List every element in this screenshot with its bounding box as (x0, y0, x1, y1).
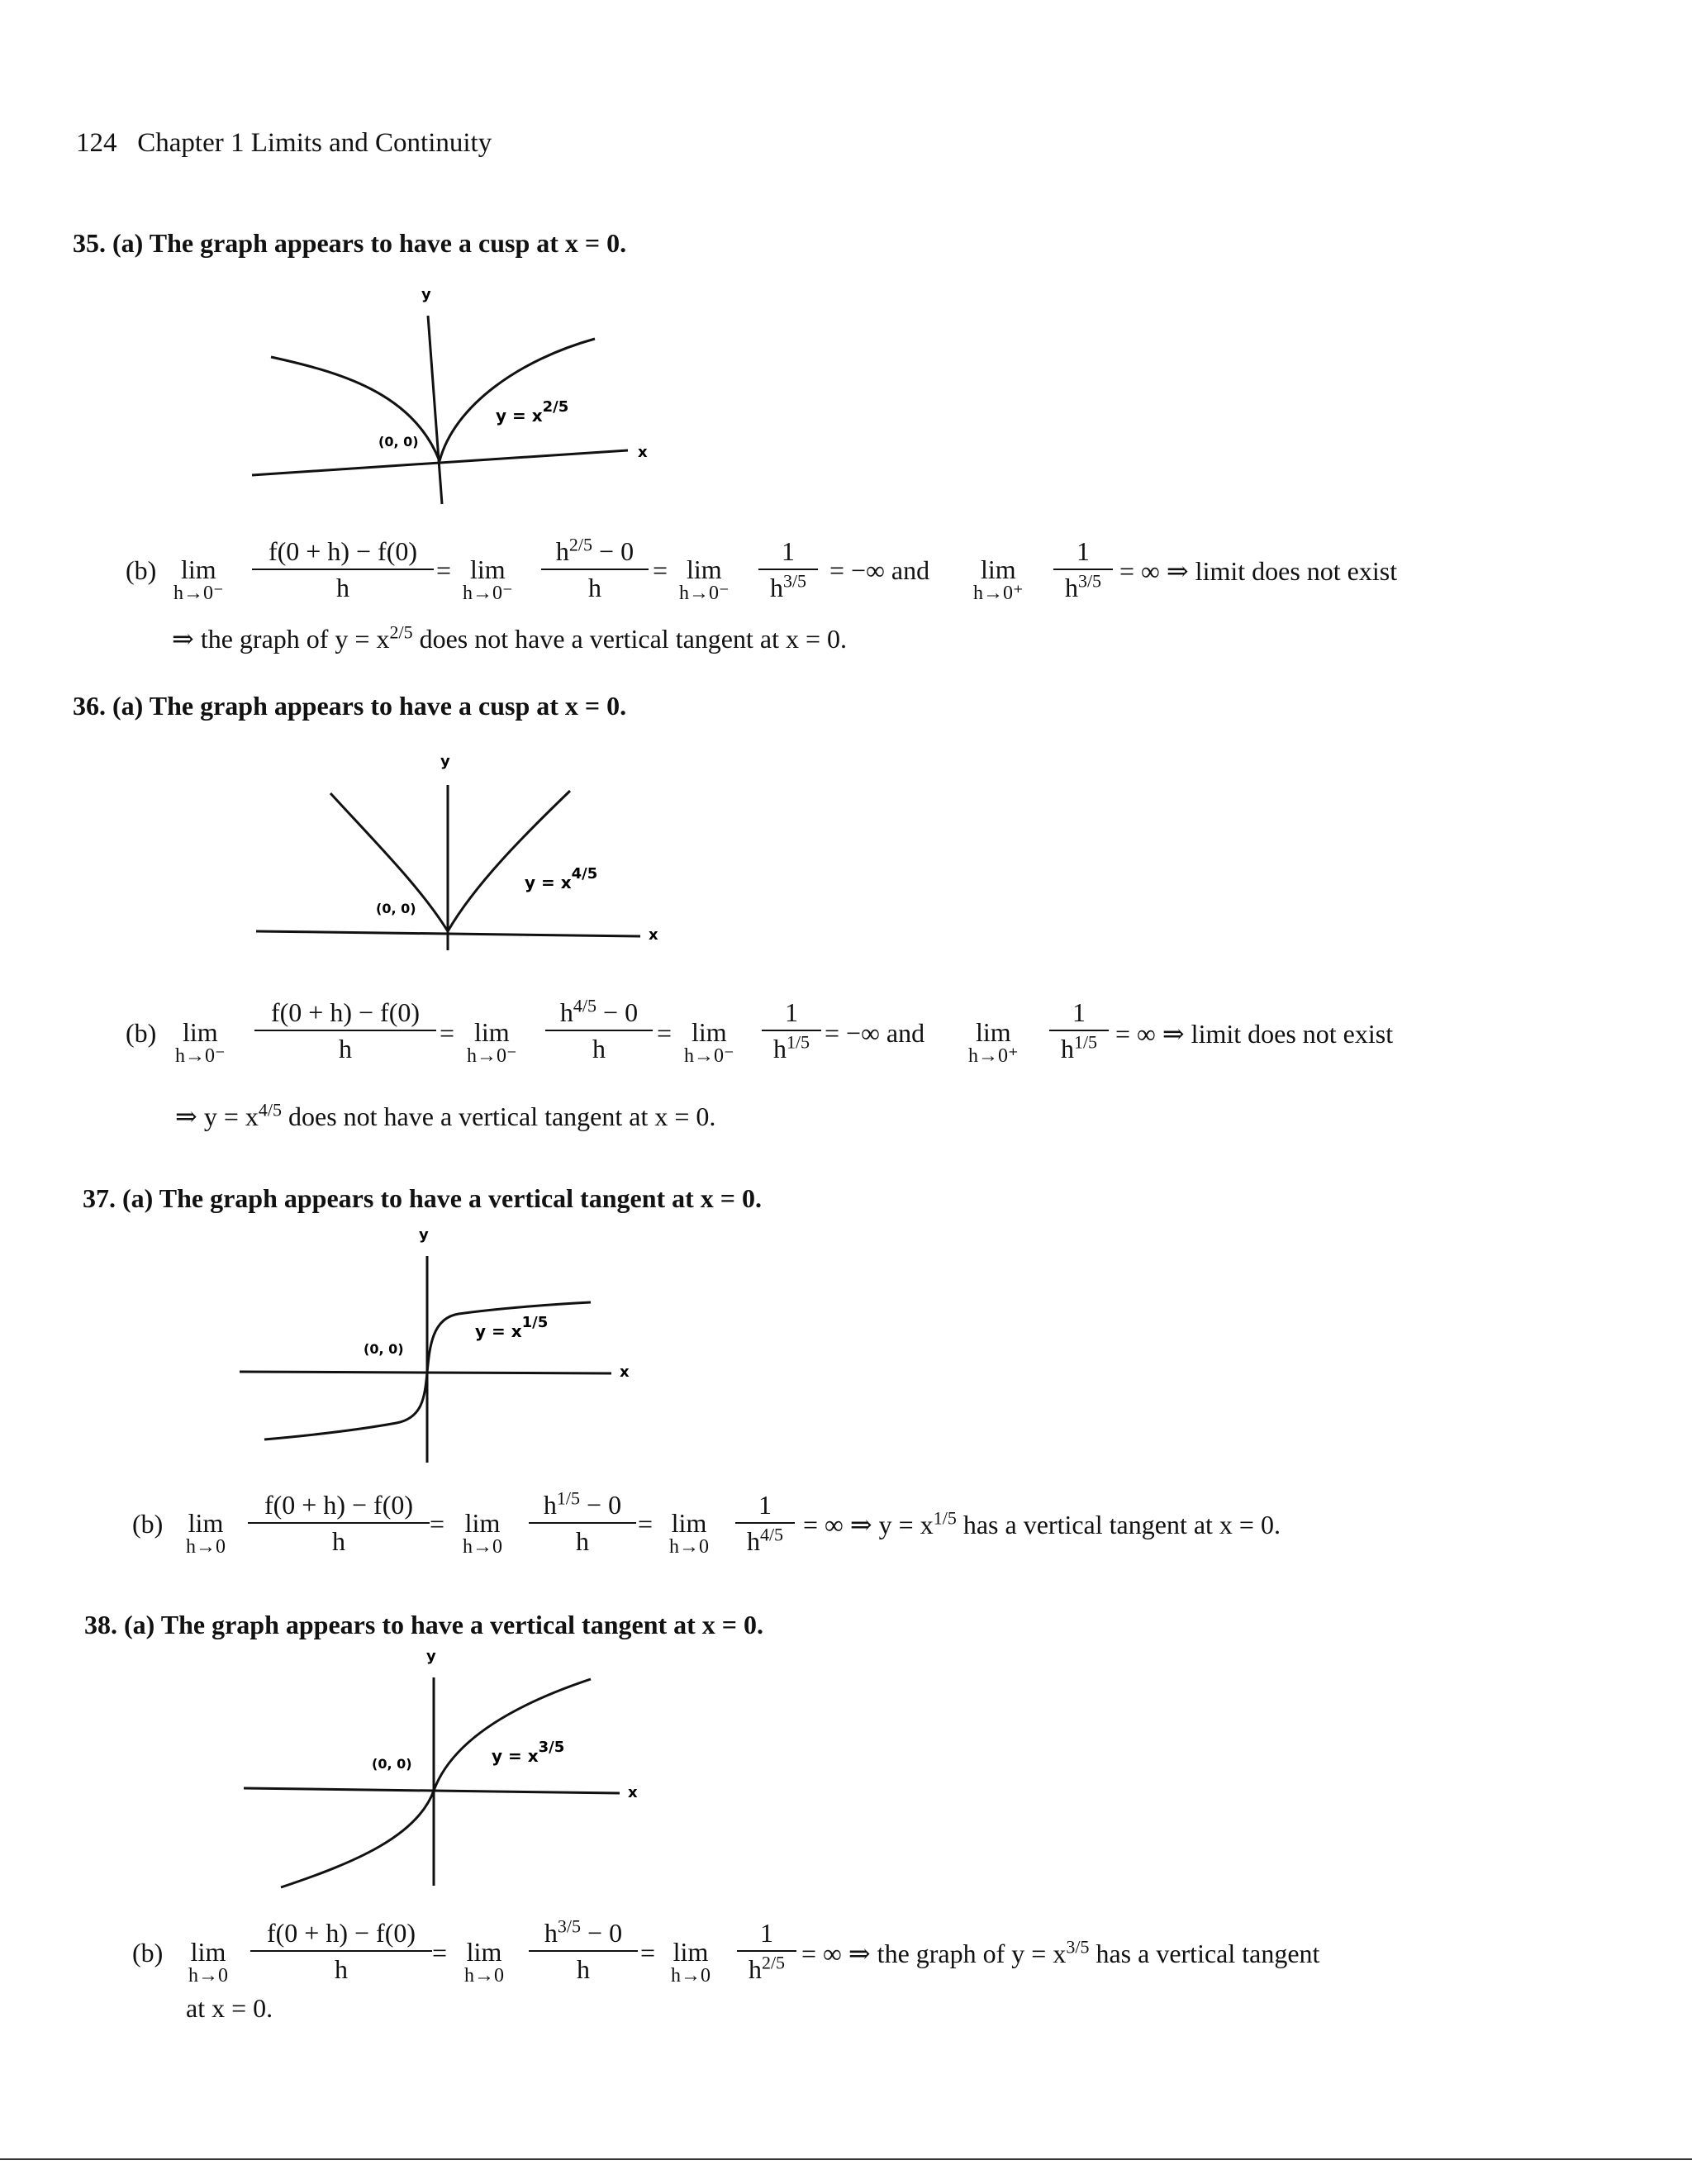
curve-label: y = x1/5 (475, 1314, 549, 1341)
graph-37 (235, 1223, 649, 1463)
origin-label: (0, 0) (376, 901, 416, 916)
problem-36-part-a: 36. (a) The graph appears to have a cusp at x = 0. (73, 691, 627, 721)
problem-38-part-a: 38. (a) The graph appears to have a vertical tangent at x = 0. (84, 1610, 764, 1639)
y-axis-label: y (440, 753, 450, 770)
y-axis-label: y (421, 286, 431, 303)
origin-label: (0, 0) (378, 434, 419, 450)
origin-label: (0, 0) (364, 1341, 404, 1357)
curve-right (448, 791, 570, 931)
x-axis-label: x (638, 444, 648, 461)
curve-right (434, 1679, 591, 1791)
y-axis-label: y (426, 1648, 436, 1665)
curve-label: y = x3/5 (492, 1739, 565, 1766)
problem-37-part-a: 37. (a) The graph appears to have a vertical tangent at x = 0. (83, 1183, 763, 1213)
curve-right (440, 339, 595, 461)
curve-label: y = x4/5 (525, 865, 598, 892)
bottom-rule (0, 2158, 1692, 2160)
y-axis (428, 316, 442, 504)
origin-label: (0, 0) (372, 1756, 412, 1772)
curve-left (264, 1373, 427, 1439)
curve-left (281, 1791, 434, 1887)
graph-35 (248, 281, 661, 512)
x-axis (244, 1788, 620, 1793)
problem-35-part-a: 35. (a) The graph appears to have a cusp at x = 0. (73, 228, 627, 258)
page-header (76, 128, 492, 159)
graph-36 (252, 748, 665, 954)
x-axis-label: x (649, 926, 658, 944)
x-axis (240, 1372, 611, 1373)
chapter-title: Chapter 1 Limits and Continuity (137, 128, 492, 158)
graph-38 (240, 1646, 653, 1886)
x-axis-label: x (628, 1784, 638, 1801)
y-axis-label: y (419, 1226, 429, 1244)
curve-label: y = x2/5 (496, 398, 569, 426)
x-axis-label: x (620, 1363, 630, 1381)
page-number: 124 (76, 128, 117, 158)
